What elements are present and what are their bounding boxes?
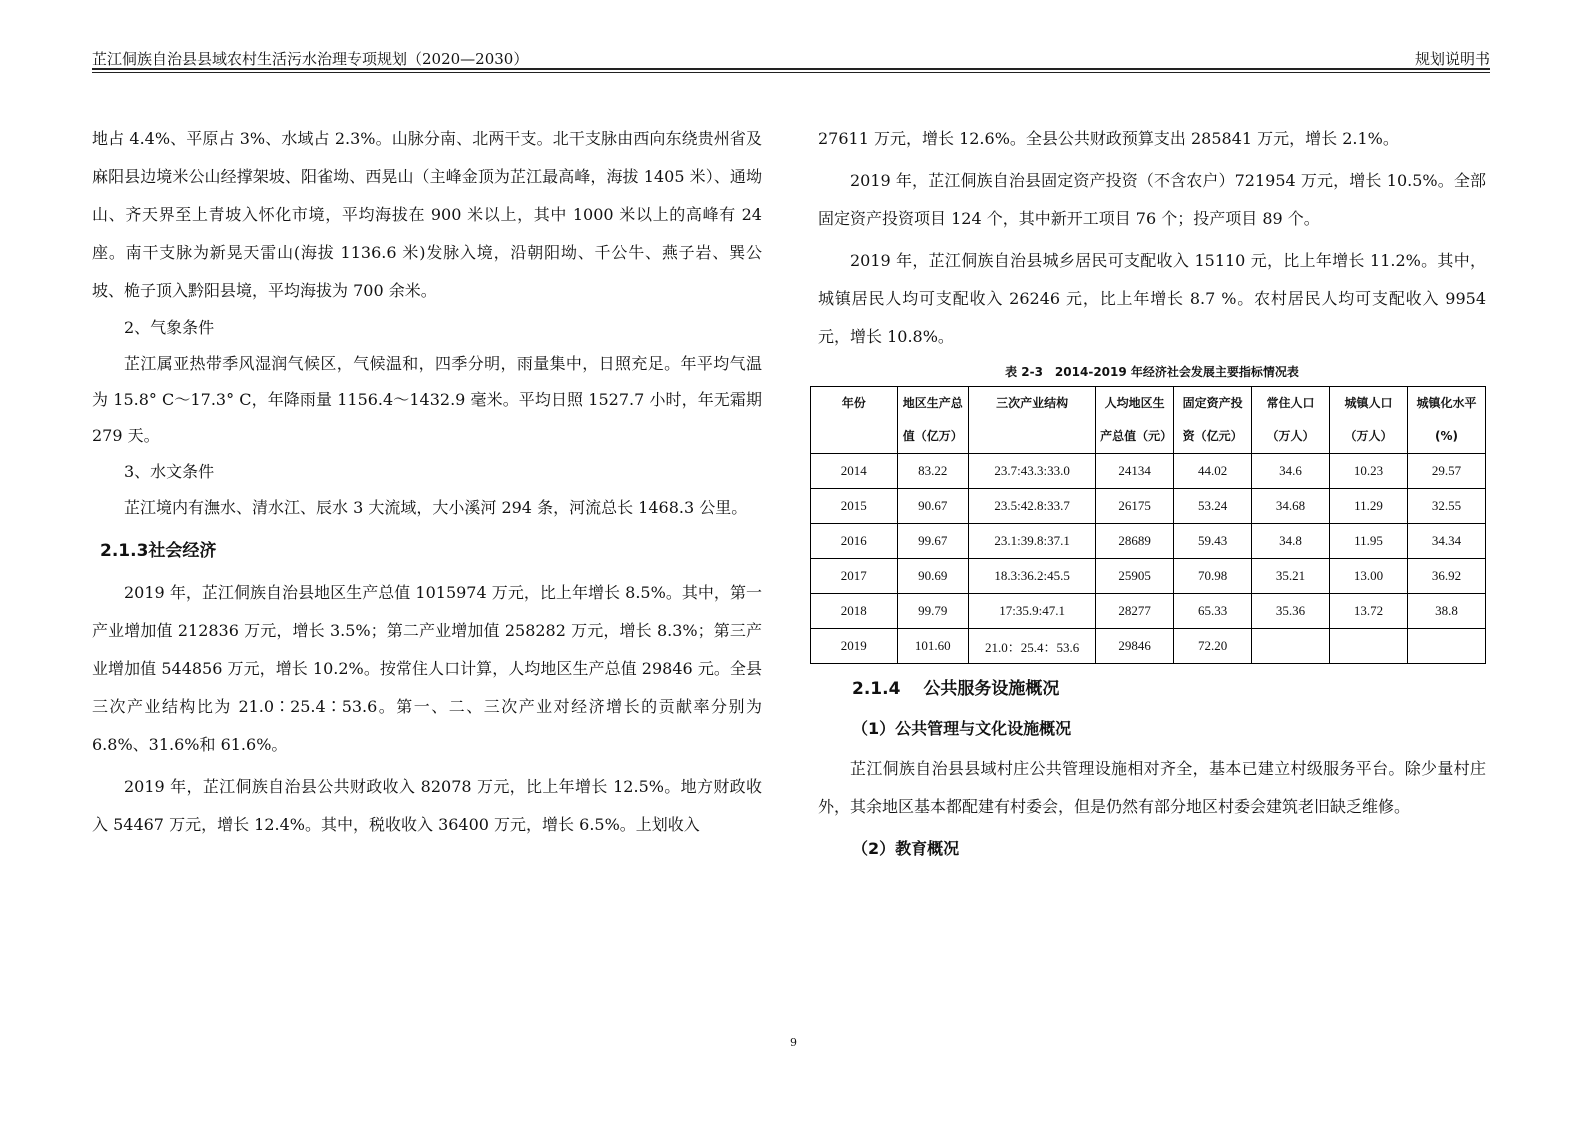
table-cell: 59.43 bbox=[1174, 524, 1252, 559]
table-cell: 23.1:39.8:37.1 bbox=[969, 524, 1096, 559]
header-rule-thin bbox=[92, 72, 1490, 73]
table-cell: 34.68 bbox=[1252, 489, 1330, 524]
table-cell: 23.7:43.3:33.0 bbox=[969, 454, 1096, 489]
public-management-paragraph: 芷江侗族自治县县域村庄公共管理设施相对齐全，基本已建立村级服务平台。除少量村庄外，其余地区基本都配建有村委会，但是仍然有部分地区村委会建筑老旧缺乏维修。 bbox=[818, 759, 1486, 816]
table-cell: 18.3:36.2:45.5 bbox=[969, 559, 1096, 594]
table-cell: 2019 bbox=[811, 629, 898, 664]
table-cell: 2014 bbox=[811, 454, 898, 489]
table-row bbox=[811, 454, 1486, 489]
col-header-urban-population: 城镇人口（万人） bbox=[1330, 387, 1408, 454]
table-cell: 32.55 bbox=[1407, 489, 1485, 524]
section-heading-public-services: 2.1.4 公共服务设施概况 bbox=[852, 679, 1060, 699]
finance-paragraph: 2019 年，芷江侗族自治县公共财政收入 82078 万元，比上年增长 12.5%。地方财政收入 54467 万元，增长 12.4%。其中，税收收入 36400 万元，增长 6.5%。上划收入 bbox=[92, 777, 762, 834]
table-cell: 11.29 bbox=[1330, 489, 1408, 524]
climate-paragraph: 芷江属亚热带季风湿润气候区，气候温和，四季分明，雨量集中，日照充足。年平均气温为 15.8° C～17.3° C，年降雨量 1156.4～1432.9 毫米。平均日照 1527.7 小时，年无霜期 279 天。 bbox=[92, 354, 762, 445]
col-header-investment: 固定资产投资（亿元） bbox=[1174, 387, 1252, 454]
page-number: 9 bbox=[790, 1036, 797, 1049]
header-rule bbox=[92, 68, 1490, 70]
table-cell: 34.6 bbox=[1252, 454, 1330, 489]
table-cell: 34.34 bbox=[1407, 524, 1485, 559]
table-cell: 38.8 bbox=[1407, 594, 1485, 629]
table-cell: 99.79 bbox=[897, 594, 969, 629]
table-cell: 2015 bbox=[811, 489, 898, 524]
table-cell: 70.98 bbox=[1174, 559, 1252, 594]
gdp-paragraph: 2019 年，芷江侗族自治县地区生产总值 1015974 万元，比上年增长 8.5%。其中，第一产业增加值 212836 万元，增长 3.5%；第二产业增加值 258282 万元，增长 8.3%；第三产业增加值 544856 万元，增长 10.2%。按常住人口计算，人均地区生产总值 29846 元。全县三次产业结构比为 21.0∶25.4∶53.6。第一、二、三次产业对经济增长的贡献率分别为 6.8%、31.6%和 61.6%。 bbox=[92, 583, 762, 754]
table-cell: 72.20 bbox=[1174, 629, 1252, 664]
table-cell: 10.23 bbox=[1330, 454, 1408, 489]
table-cell bbox=[1407, 629, 1485, 664]
table-cell: 90.67 bbox=[897, 489, 969, 524]
table-cell: 2017 bbox=[811, 559, 898, 594]
col-header-gdp: 地区生产总值（亿万） bbox=[897, 387, 969, 454]
left-column bbox=[92, 120, 762, 844]
investment-paragraph: 2019 年，芷江侗族自治县固定资产投资（不含农户）721954 万元，增长 10.5%。全部固定资产投资项目 124 个，其中新开工项目 76 个；投产项目 89 个。 bbox=[818, 171, 1486, 228]
table-row bbox=[811, 489, 1486, 524]
table-cell: 28689 bbox=[1096, 524, 1174, 559]
table-cell: 13.00 bbox=[1330, 559, 1408, 594]
table-cell: 23.5:42.8:33.7 bbox=[969, 489, 1096, 524]
table-cell: 29846 bbox=[1096, 629, 1174, 664]
table-cell: 24134 bbox=[1096, 454, 1174, 489]
table-row bbox=[811, 524, 1486, 559]
table-cell: 65.33 bbox=[1174, 594, 1252, 629]
hydrology-heading: 3、水文条件 bbox=[124, 462, 215, 481]
table-cell: 90.69 bbox=[897, 559, 969, 594]
table-cell: 36.92 bbox=[1407, 559, 1485, 594]
table-cell: 101.60 bbox=[897, 629, 969, 664]
table-caption: 表 2-3 2014-2019 年经济社会发展主要指标情况表 bbox=[1005, 365, 1299, 379]
col-header-year: 年份 bbox=[811, 387, 898, 454]
table-cell: 26175 bbox=[1096, 489, 1174, 524]
subheading-education: （2）教育概况 bbox=[852, 839, 960, 858]
table-cell bbox=[1252, 629, 1330, 664]
table-cell: 34.8 bbox=[1252, 524, 1330, 559]
header-doc-type: 规划说明书 bbox=[1414, 50, 1490, 68]
table-cell: 25905 bbox=[1096, 559, 1174, 594]
table-cell: 17:35.9:47.1 bbox=[969, 594, 1096, 629]
economic-indicators-table bbox=[810, 386, 1486, 664]
table-cell: 13.72 bbox=[1330, 594, 1408, 629]
header-title: 芷江侗族自治县县域农村生活污水治理专项规划（2020—2030） bbox=[92, 50, 529, 68]
table-cell: 2016 bbox=[811, 524, 898, 559]
section-heading-social-economy: 2.1.3社会经济 bbox=[100, 541, 217, 561]
table-cell: 28277 bbox=[1096, 594, 1174, 629]
table-cell: 21.0：25.4：53.6 bbox=[969, 629, 1096, 664]
table-cell: 35.21 bbox=[1252, 559, 1330, 594]
table-cell: 99.67 bbox=[897, 524, 969, 559]
col-header-urbanization: 城镇化水平(%) bbox=[1407, 387, 1485, 454]
hydrology-paragraph: 芷江境内有潕水、清水江、辰水 3 大流域，大小溪河 294 条，河流总长 1468.3 公里。 bbox=[124, 498, 748, 517]
table-cell: 29.57 bbox=[1407, 454, 1485, 489]
table-cell: 53.24 bbox=[1174, 489, 1252, 524]
climate-heading: 2、气象条件 bbox=[124, 318, 215, 337]
table-cell: 2018 bbox=[811, 594, 898, 629]
table-row bbox=[811, 594, 1486, 629]
right-column bbox=[818, 120, 1486, 870]
col-header-population: 常住人口（万人） bbox=[1252, 387, 1330, 454]
table-cell: 35.36 bbox=[1252, 594, 1330, 629]
table-cell: 44.02 bbox=[1174, 454, 1252, 489]
income-paragraph: 2019 年，芷江侗族自治县城乡居民可支配收入 15110 元，比上年增长 11.2%。其中，城镇居民人均可支配收入 26246 元，比上年增长 8.7 %。农村居民人均可支配收入 9954 元，增长 10.8%。 bbox=[818, 251, 1486, 346]
col-header-gdp-per-capita: 人均地区生产总值（元） bbox=[1096, 387, 1174, 454]
finance-continued-paragraph: 27611 万元，增长 12.6%。全县公共财政预算支出 285841 万元，增长 2.1%。 bbox=[818, 129, 1399, 148]
table-cell: 83.22 bbox=[897, 454, 969, 489]
table-row bbox=[811, 559, 1486, 594]
table-header-row bbox=[811, 387, 1486, 454]
terrain-paragraph: 地占 4.4%、平原占 3%、水域占 2.3%。山脉分南、北两干支。北干支脉由西向东绕贵州省及麻阳县边境米公山经撑架坡、阳雀坳、西晃山（主峰金顶为芷江最高峰，海拔 1405 米）、通坳山、齐天界至上青坡入怀化市境，平均海拔在 900 米以上，其中 1000 米以上的高峰有 24 座。南干支脉为新晃天雷山(海拔 1136.6 米)发脉入境，沿朝阳坳、千公牛、燕子岩、巽公坡、桅子顶入黔阳县境，平均海拔为 700 余米。 bbox=[92, 129, 762, 300]
table-cell: 11.95 bbox=[1330, 524, 1408, 559]
col-header-structure: 三次产业结构 bbox=[969, 387, 1096, 454]
table-row bbox=[811, 629, 1486, 664]
subheading-public-management: （1）公共管理与文化设施概况 bbox=[852, 719, 1072, 738]
table-cell bbox=[1330, 629, 1408, 664]
